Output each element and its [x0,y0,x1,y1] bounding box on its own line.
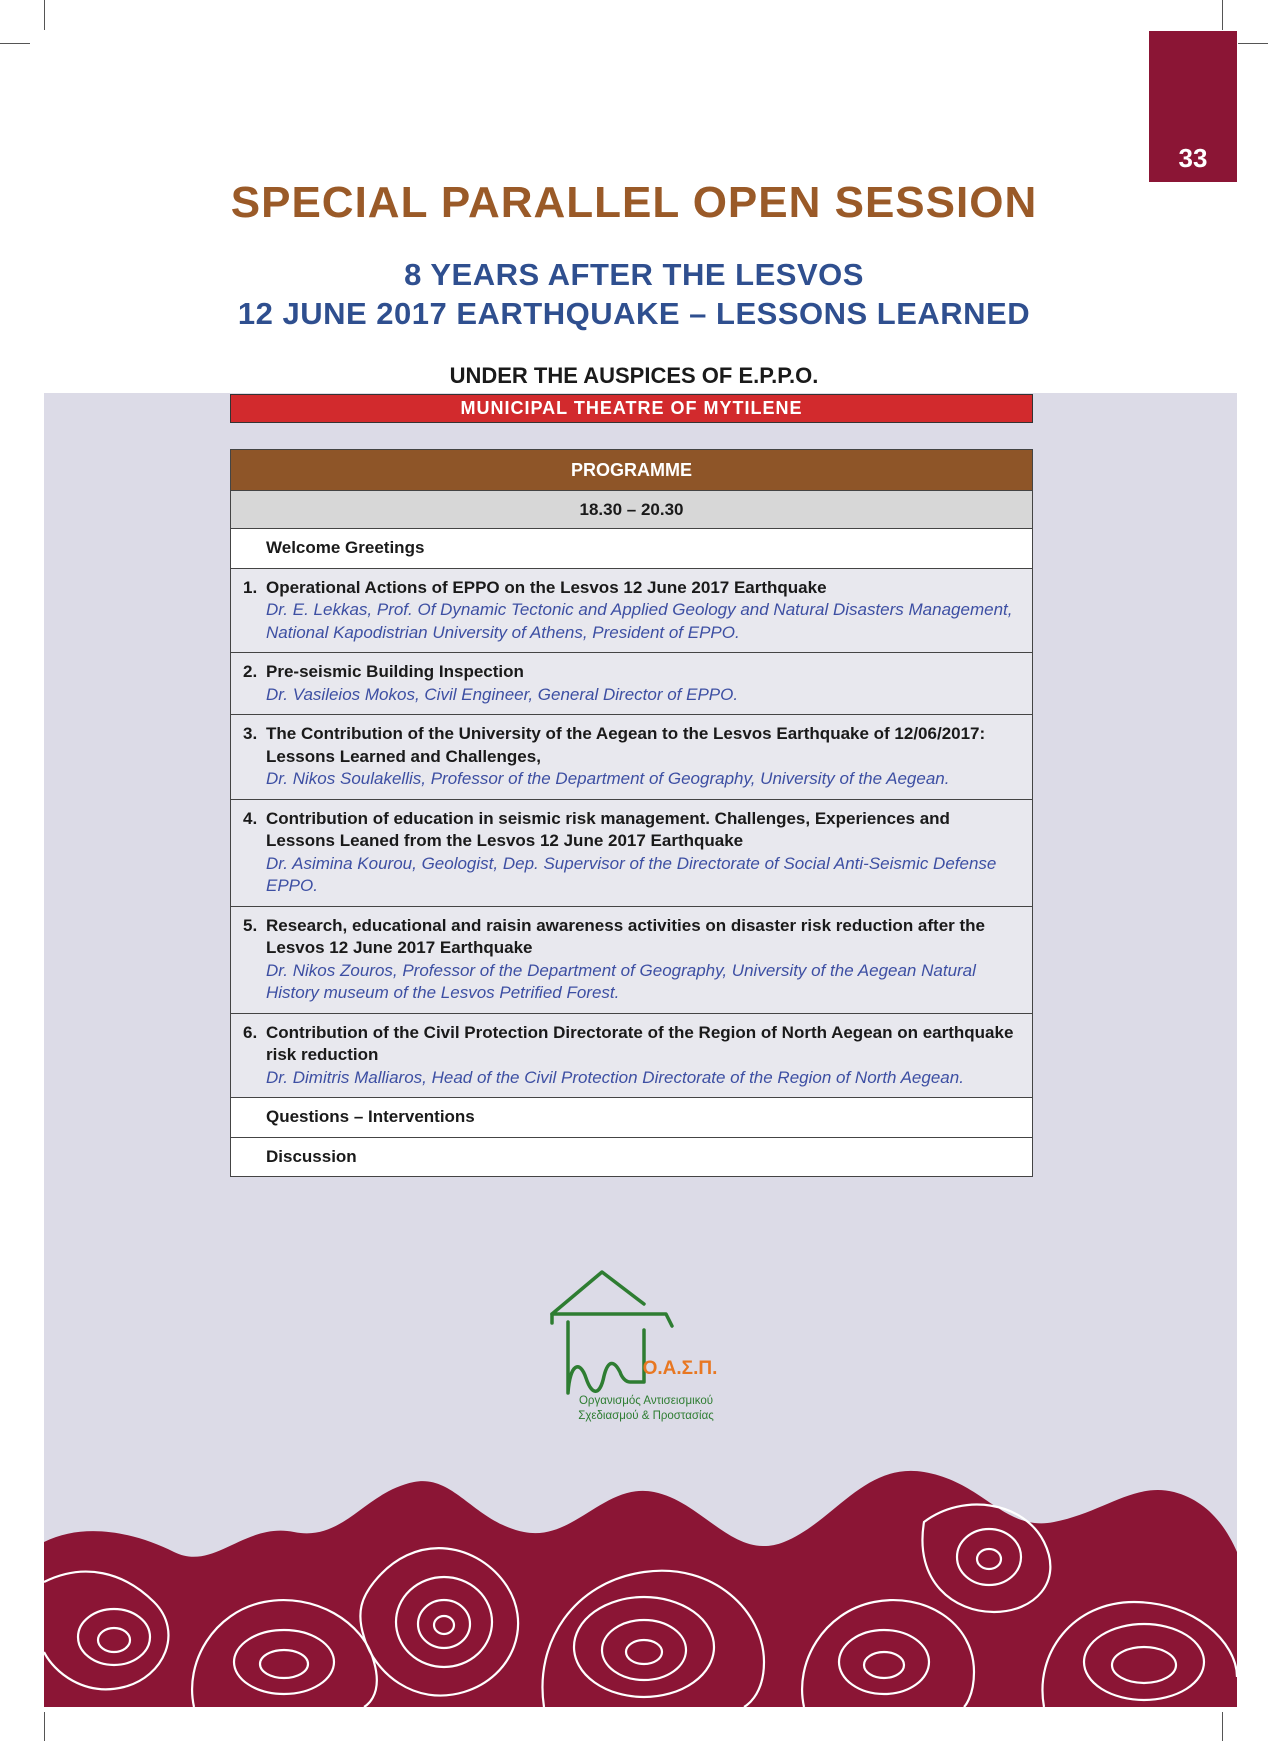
item-title [243,915,1022,960]
programme-item-4 [231,800,1032,907]
logo-line-2: Σχεδιασμού & Προστασίας [578,1410,714,1422]
logo-wave [568,1322,644,1393]
programme-item-1 [231,569,1032,654]
item-number: 1. [243,577,258,597]
item-title-text: The Contribution of the University of the Aegean to the Lesvos Earthquake of 12/06/2017: Lessons Learned and Challenges, [266,724,986,766]
crop-mark [0,43,30,44]
wave-shape [44,1471,1237,1707]
crop-mark [1222,0,1223,30]
item-title [243,577,1022,600]
item-speaker: Dr. Dimitris Malliaros, Head of the Civil Protection Directorate of the Region of North Aegean. [266,1067,964,1087]
programme-item-3 [231,715,1032,800]
logo-line-1: Οργανισμός Αντισεισμικού [578,1395,714,1407]
item-speaker: Dr. Nikos Soulakellis, Professor of the Department of Geography, University of the Aegean. [266,769,950,788]
item-title [243,661,1022,684]
item-title-text: Research, educational and raisin awareness activities on disaster risk reduction after the Lesvos 12 June 2017 Earthquake [266,915,985,957]
item-title-text: Contribution of the Civil Protection Directorate of the Region of North Aegean on earthquake risk reduction [266,1022,1014,1064]
subtitle-line-2: 12 JUNE 2017 EARTHQUAKE – LESSONS LEARNED [237,296,1031,331]
programme-item-5 [231,907,1032,1014]
item-number: 2. [243,662,258,681]
item-title [243,808,1022,853]
crop-mark [44,0,45,30]
item-number: 4. [243,808,258,828]
item-number: 6. [243,1022,258,1042]
item-number: 3. [243,724,258,743]
item-title [243,1022,1022,1067]
questions-text: Questions – Interventions [266,1107,475,1126]
crop-mark [1238,43,1268,44]
programme-heading: PROGRAMME [231,450,1032,491]
programme-time: 18.30 – 20.30 [231,491,1032,529]
discussion-row [231,1138,1032,1177]
programme-table [230,449,1033,1177]
item-speaker: Dr. E. Lekkas, Prof. Of Dynamic Tectonic and Applied Geology and Natural Disasters Management, National Kapodistrian University of Athens, President of EPPO. [266,600,1013,642]
page-title: SPECIAL PARALLEL OPEN SESSION [230,178,1038,227]
programme-item-6 [231,1014,1032,1099]
welcome-row [231,529,1032,569]
logo-roof [552,1272,644,1314]
crop-mark [44,1712,45,1741]
crop-mark [1222,1712,1223,1741]
logo-abbrev: Ο.Α.Σ.Π. [642,1358,718,1379]
item-speaker: Dr. Asimina Kourou, Geologist, Dep. Supervisor of the Directorate of Social Anti-Seismic Defense EPPO. [266,853,997,895]
welcome-text: Welcome Greetings [266,538,425,557]
item-title-text: Operational Actions of EPPO on the Lesvos 12 June 2017 Earthquake [266,577,827,597]
venue-banner: MUNICIPAL THEATRE OF MYTILENE [230,394,1033,423]
topographic-waves [44,1462,1237,1707]
auspices-text: UNDER THE AUSPICES OF E.P.P.O. [449,363,819,388]
discussion-text: Discussion [266,1146,357,1166]
logo-roof-base [552,1314,672,1326]
item-number: 5. [243,915,258,935]
subtitle-line-1: 8 YEARS AFTER THE LESVOS [404,257,864,292]
item-title-text: Pre-seismic Building Inspection [266,662,524,681]
page-number: 33 [1149,31,1237,182]
item-title [243,723,1022,768]
item-speaker: Dr. Vasileios Mokos, Civil Engineer, General Director of EPPO. [266,684,739,704]
questions-row [231,1098,1032,1138]
item-speaker: Dr. Nikos Zouros, Professor of the Department of Geography, University of the Aegean Natural History museum of the Lesvos Petrified Forest. [266,960,976,1002]
oasp-logo [548,1268,728,1428]
programme-item-2 [231,653,1032,715]
item-title-text: Contribution of education in seismic risk management. Challenges, Experiences and Lessons Leaned from the Lesvos 12 June 2017 Earthquake [266,808,950,850]
